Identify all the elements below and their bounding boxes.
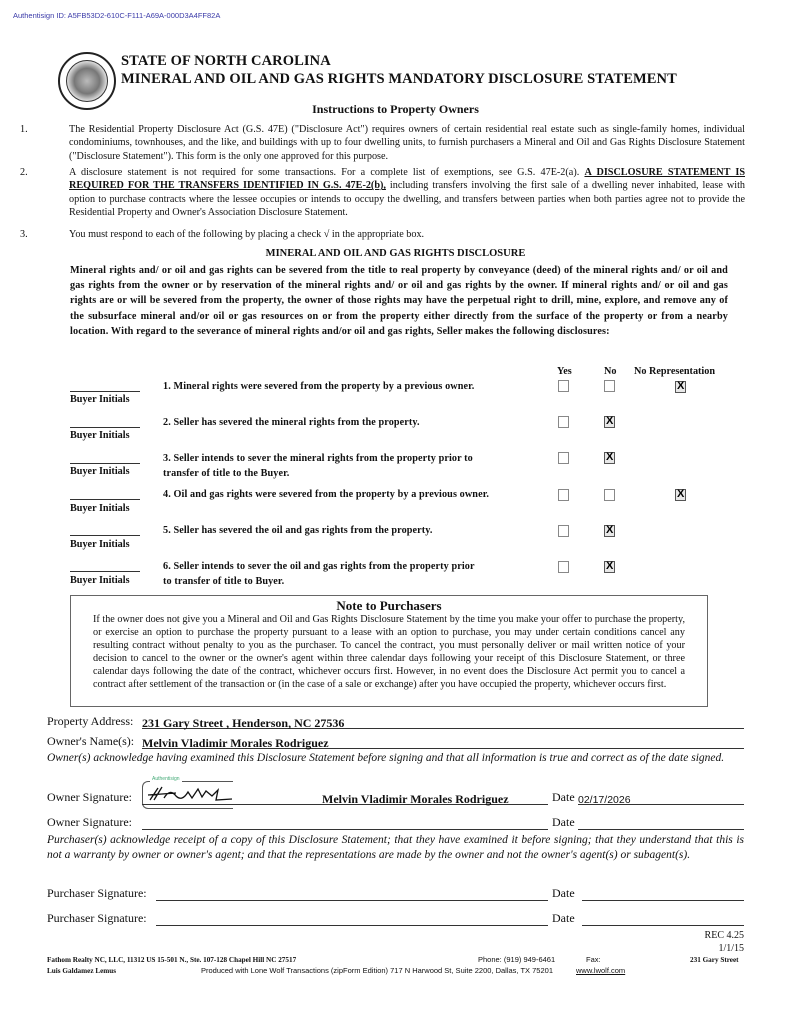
purchaser-signature-label-2: Purchaser Signature: [47,911,147,925]
checkbox-q3-yes[interactable] [558,452,569,464]
column-header-no-representation: No Representation [634,366,716,377]
buyer-initials-field[interactable] [70,535,140,536]
checkbox-q2-no[interactable] [604,416,615,428]
checkbox-q5-yes[interactable] [558,525,569,537]
purchaser-signature-field-2[interactable] [156,911,548,926]
date-label: Date [552,790,575,804]
owner-date-value: 02/17/2026 [578,794,631,806]
purchaser-date-field-2[interactable] [582,911,744,926]
owner-acknowledgement: Owner(s) acknowledge having examined this Disclosure Statement before signing and that all information is true and correct as of the date signed. [47,752,725,764]
buyer-initials-label: Buyer Initials [70,575,130,586]
question-1: 1. Mineral rights were severed from the property by a previous owner. [163,381,475,392]
instruction-emphasis: A DISCLOSURE STATEMENT IS REQUIRED FOR THE TRANSFERS IDENTIFIED IN G.S. 47E-2(b), [69,167,746,192]
buyer-initials-field[interactable] [70,427,140,428]
question-5: 5. Seller has severed the oil and gas rights from the property. [163,525,433,536]
checkbox-q4-no[interactable] [604,489,615,501]
column-header-yes: Yes [557,366,572,377]
produced-with: Produced with Lone Wolf Transactions (zipForm Edition) 717 N Harwood St, Suite 2200, Dallas, TX 75201 [201,966,553,975]
purchaser-date-field-1[interactable] [582,886,744,901]
buyer-initials-label: Buyer Initials [70,394,130,405]
buyer-initials-label: Buyer Initials [70,539,130,550]
instruction-text-part: A disclosure statement is not required for some transactions. For a complete list of exemptions, see G.S. 47E-2(a). [69,167,585,178]
instruction-text: You must respond to each of the following by placing a check √ in the appropriate box. [69,229,425,240]
instruction-number: 1. [20,124,28,135]
brokerage-info: Fathom Realty NC, LLC, 11312 US 15-501 N., Ste. 107-128 Chapel Hill NC 27517 [47,956,297,964]
date-label-3: Date [552,886,575,900]
question-6: 6. Seller intends to sever the oil and gas rights from the property prior to transfer of title to Buyer. [163,561,475,587]
checkbox-q4-yes[interactable] [558,489,569,501]
property-address-value: 231 Gary Street , Henderson, NC 27536 [142,716,345,730]
note-to-purchasers-box [70,595,708,707]
owner-date-field-1[interactable] [578,790,744,805]
checkbox-q1-no-representation[interactable] [675,381,686,393]
checkbox-q6-yes[interactable] [558,561,569,573]
buyer-initials-field[interactable] [70,463,140,464]
owner-signature-field-2[interactable] [142,815,548,830]
disclosure-paragraph: Mineral rights and/ or oil and gas rights can be severed from the title to real property by conveyance (deed) of the mineral rights and/ or oil and gas rights from the owner or by reservation of the mineral rights and/ or oil and gas rights by the owner. If mineral rights and/ or oil and gas rights are or will be severed from the property, the owner of those rights may have the perpetual right to drill, mine, explore, and remove any of the subsurface mineral and/or oil or gas resources on or from the property either directly from the surface of the property or from a nearby location. With regard to the severance of mineral rights and/or oil and gas rights, Seller makes the following disclosures: [70,265,728,337]
fax: Fax: [586,955,601,964]
buyer-initials-field[interactable] [70,499,140,500]
instruction-number: 2. [20,167,28,178]
agent-name: Luis Galdamez Lemus [47,967,117,975]
purchaser-acknowledgement: Purchaser(s) acknowledge receipt of a copy of this Disclosure Statement; that they have examined it before signing; that they understand that this is not a warranty by owner or owner's agent; and that the representations are made by the owner and not the owner's agent(s) or subagent(s). [47,834,744,861]
question-3: 3. Seller intends to sever the mineral rights from the property prior to transfer of title to the Buyer. [163,453,473,479]
checkbox-q1-yes[interactable] [558,380,569,392]
page-title-form: MINERAL AND OIL AND GAS RIGHTS MANDATORY DISCLOSURE STATEMENT [121,71,677,87]
instruction-item-2 [20,166,745,220]
form-code: REC 4.25 [704,930,744,941]
form-date: 1/1/15 [718,943,744,954]
lwolf-link[interactable]: www.lwolf.com [576,966,626,975]
disclosure-heading: MINERAL AND OIL AND GAS RIGHTS DISCLOSURE [265,248,526,259]
note-text: If the owner does not give you a Mineral and Oil and Gas Rights Disclosure Statement by the time you make your offer to purchase the property, or exercise an option to purchase the property pursuant to a lease with an option to purchase, you may under certain conditions cancel any resulting contract without penalty to you as the purchaser. To cancel the contract, you must personally deliver or mail written notice of your decision to cancel to the owner or the owner's agent within three calendar days following your receipt of this Disclosure Statement, or three calendar days following the date of the contract, whichever occurs first. However, in no event does the Disclosure Act permit you to cancel a contract after settlement of the transaction or (in the case of a sale or exchange) after you have occupied the property, whichever occurs first. [93,614,685,691]
property-address-field[interactable] [142,714,744,729]
owners-name-value: Melvin Vladimir Morales Rodriguez [142,736,329,750]
buyer-initials-label: Buyer Initials [70,466,130,477]
instruction-text-part: including transfers involving the first sale of a dwelling never inhabited, lease with option to purchase contracts where the lessee occupies or intends to occupy the dwelling, and transfers between parties when both parties agree not to provide the Residential Property and Owner's Association Disclosure Statement. [69,180,745,218]
phone: Phone: (919) 949-6461 [478,955,556,964]
owner-signature-label: Owner Signature: [47,790,132,804]
page-title-state: STATE OF NORTH CAROLINA [121,53,331,69]
checkbox-q4-no-representation[interactable] [675,489,686,501]
checkbox-q3-no[interactable] [604,452,615,464]
instructions-heading: Instructions to Property Owners [312,102,479,116]
buyer-initials-field[interactable] [70,571,140,572]
owners-name-field[interactable] [142,734,744,749]
note-title: Note to Purchasers [336,598,442,613]
column-header-no: No [604,366,617,377]
checkbox-q1-no[interactable] [604,380,615,392]
date-label-2: Date [552,815,575,829]
buyer-initials-label: Buyer Initials [70,430,130,441]
instruction-item-1 [20,123,745,163]
authentisign-tag: Authentisign [152,776,180,782]
file-name: 231 Gary Street [690,956,739,964]
checkbox-q5-no[interactable] [604,525,615,537]
date-label-4: Date [552,911,575,925]
question-2: 2. Seller has severed the mineral rights from the property. [163,417,420,428]
instruction-text: The Residential Property Disclosure Act (G.S. 47E) ("Disclosure Act") requires owners of certain residential real estate such as single-family homes, individual condominiums, townhouses, and the like, and buildings with up to four dwelling units, to furnish purchasers a Mineral and Oil and Gas Rights Disclosure Statement ("Disclosure Statement"). This form is the only one approved for this purpose. [69,124,745,162]
purchaser-signature-label-1: Purchaser Signature: [47,886,147,900]
owner-signature-label-2: Owner Signature: [47,815,132,829]
checkbox-q6-no[interactable] [604,561,615,573]
instruction-number: 3. [20,229,28,240]
instruction-item-3 [20,228,745,242]
owner-date-field-2[interactable] [578,815,744,830]
checkbox-q2-yes[interactable] [558,416,569,428]
instruction-text [69,166,745,219]
question-4: 4. Oil and gas rights were severed from the property by a previous owner. [163,489,490,500]
buyer-initials-field[interactable] [70,391,140,392]
purchaser-signature-field-1[interactable] [156,886,548,901]
property-address-label: Property Address: [47,714,134,728]
authentisign-id: Authentisign ID: A5FB53D2-610C-F111-A69A-000D3A4FF82A [13,11,221,20]
owners-name-label: Owner's Name(s): [47,734,135,748]
owner-printed-name: Melvin Vladimir Morales Rodriguez [322,792,509,806]
buyer-initials-label: Buyer Initials [70,503,130,514]
